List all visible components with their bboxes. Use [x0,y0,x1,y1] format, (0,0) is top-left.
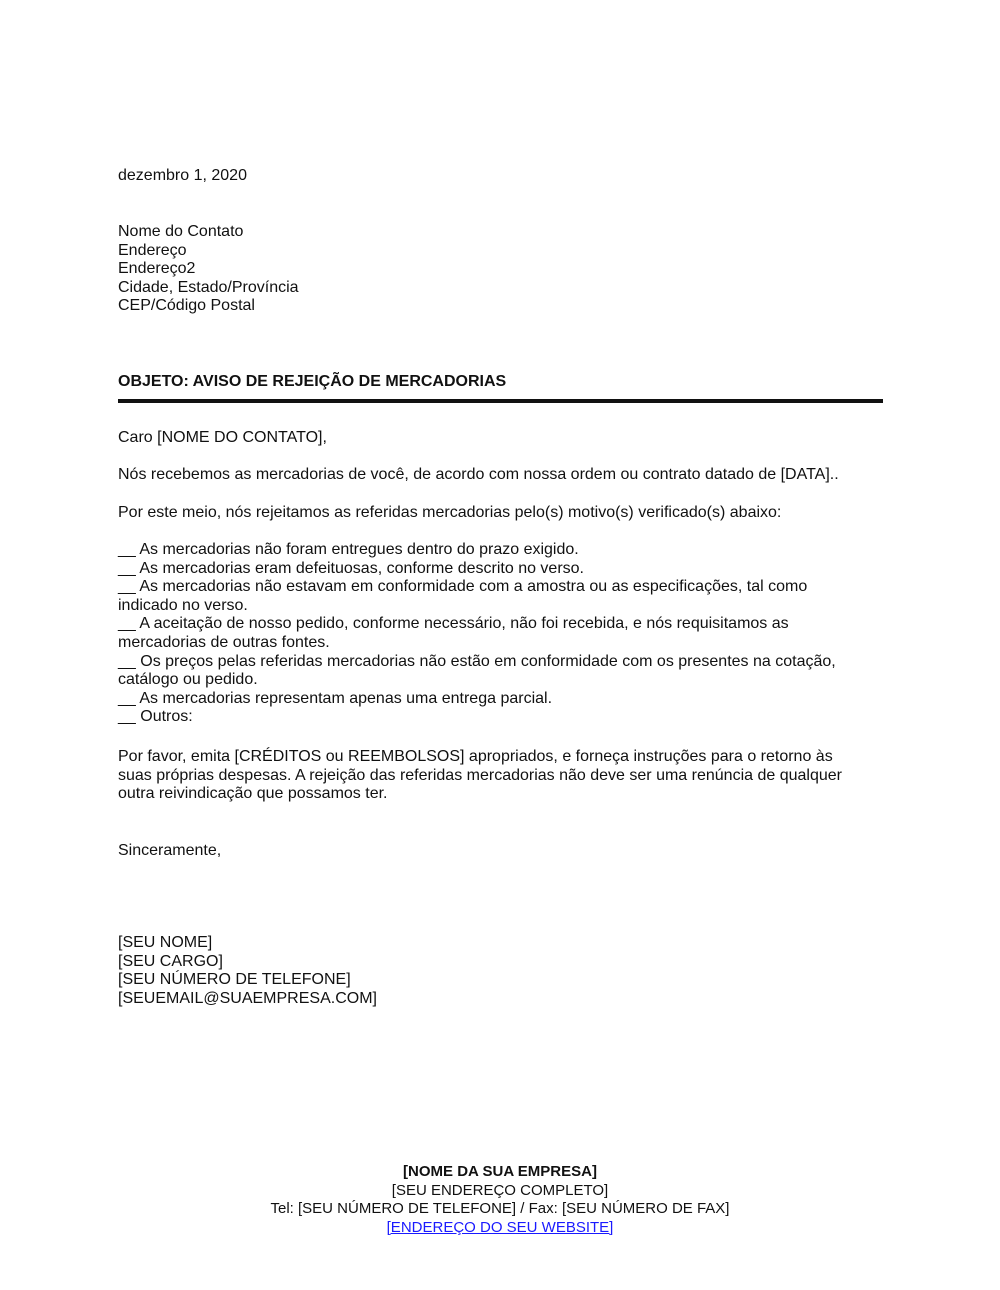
letter-greeting: Caro [NOME DO CONTATO], [118,429,327,446]
reason-item: __ A aceitação de nosso pedido, conforme necessário, não foi recebida, e nós requisitamos as [118,615,789,633]
paragraph-request-line: Por favor, emita [CRÉDITOS ou REEMBOLSOS] apropriados, e forneça instruções para o retorno às [118,748,833,765]
recipient-address-line2: Endereço2 [118,260,196,278]
reason-item-continuation: catálogo ou pedido. [118,671,258,689]
footer-address: [SEU ENDEREÇO COMPLETO] [391,1181,609,1199]
company-footer [0,1163,1000,1237]
paragraph-rejection: Por este meio, nós rejeitamos as referidas mercadorias pelo(s) motivo(s) verificado(s) abaixo: [118,504,782,521]
reason-item: __ As mercadorias não foram entregues dentro do prazo exigido. [118,541,579,558]
reason-item-continuation: indicado no verso. [118,596,248,614]
reason-item-continuation: mercadorias de outras fontes. [118,633,330,651]
footer-website-link[interactable]: [ENDEREÇO DO SEU WEBSITE] [386,1218,614,1236]
footer-company-name: [NOME DA SUA EMPRESA] [403,1163,597,1180]
recipient-address-line1: Endereço [118,241,187,259]
recipient-address [118,223,299,316]
signer-name: [SEU NOME] [118,934,213,951]
rejection-reasons-list [118,541,836,727]
recipient-city-state: Cidade, Estado/Província [118,278,299,296]
recipient-name: Nome do Contato [118,223,244,240]
letter-subject: OBJETO: AVISO DE REJEIÇÃO DE MERCADORIAS [118,373,507,390]
reason-item: __ As mercadorias eram defeituosas, conforme descrito no verso. [118,559,584,577]
signer-title: [SEU CARGO] [118,952,223,970]
subject-divider [118,399,883,403]
reason-item: __ As mercadorias representam apenas uma entrega parcial. [118,689,553,707]
paragraph-request-line: outra reivindicação que possamos ter. [118,785,388,803]
paragraph-request-line: suas próprias despesas. A rejeição das referidas mercadorias não deve ser uma renúncia de qualquer [118,766,842,784]
letter-closing: Sinceramente, [118,842,222,859]
signer-email: [SEUEMAIL@SUAEMPRESA.COM] [118,989,377,1007]
paragraph-received: Nós recebemos as mercadorias de você, de acordo com nossa ordem ou contrato datado de [DATA].. [118,466,839,483]
letter-date: dezembro 1, 2020 [118,167,247,184]
reason-item: __ Outros: [118,708,193,726]
signer-phone: [SEU NÚMERO DE TELEFONE] [118,971,351,989]
reason-item: __ As mercadorias não estavam em conformidade com a amostra ou as especificações, tal como [118,578,808,596]
footer-contact: Tel: [SEU NÚMERO DE TELEFONE] / Fax: [SEU NÚMERO DE FAX] [270,1200,730,1218]
reason-item: __ Os preços pelas referidas mercadorias não estão em conformidade com os presentes na cotação, [118,652,836,670]
paragraph-request [118,748,842,804]
recipient-postal-code: CEP/Código Postal [118,297,255,315]
signature-block [118,934,377,1008]
